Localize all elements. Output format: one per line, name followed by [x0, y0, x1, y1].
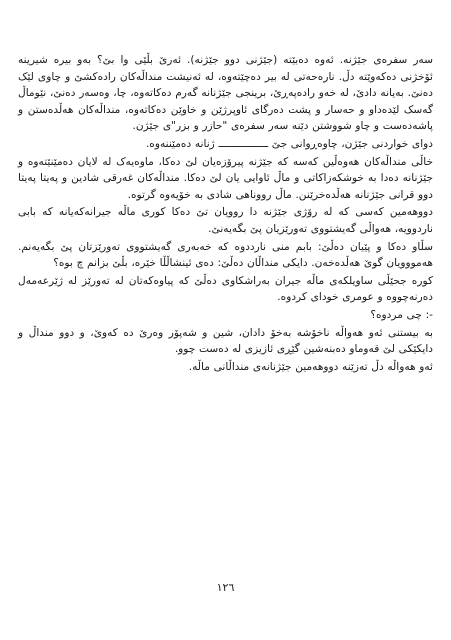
paragraph: کورە جحێڵی ساویلکەی ماڵە جیران بەراشکاوی دەڵێ کە پیاوەکەتان لە تەورێز لە ژێرعەمەل دەرنەچووە و عومری خودای کردوە. [18, 274, 433, 304]
paragraph: خاڵی منداڵەکان هەوەڵین کەسە کە جێژنە پیرۆزەیان لێ دەکا، ماوەیەک لە لایان دەمێنێتەوە و جێژنانە دەدا بە خوشکەزاکاتی و ماڵ ئاوایی یان لێ دەکا. منداڵەکان غەرقی شادین و پەیتا پەیتا دوو قرانی جێژنانە هەڵدەخرێنن. ماڵ رووناهی شادی بە خۆیەوە گرتوە. [18, 155, 433, 201]
page-number: ١٢٦ [216, 581, 235, 594]
paragraph: دوای خواردنی جێژن، چاوەڕوانی جێ ــــــــــــــــ ژنانە دەمێننەوە. [145, 137, 433, 150]
paragraph: سەر سفرەی جێژنە. ئەوە دەبێتە (جێژنی دوو جێژنە). ئەرێ بڵێی وا بێ؟ بەو بیرە شیرینە ئۆخژنی دەکەوێتە دڵ. نارەحەتی لە بیر دەچێتەوە، لە ئەنیشت منداڵەکان رادەکشێ و چاوی لێک دەنێ. بەیانە دادێ، لە خەو رادەپەڕێ، برینجی جێژنانە گەرم دەکاتەوە، چا، وەسەر دەنێ، نێوماڵ گەسک لێدەداو و حەسار و پشت دەرگای ئاوپرژێن و خاوێن دەکاتەوە، منداڵەکان هەڵدەستن و پاشەدەست و چاو شووشتن دێنە سەر سفرەی "حازر و بزر"ی جێژن. [18, 54, 433, 133]
page-body [18, 52, 433, 376]
paragraph: بە بیستنی ئەو هەواڵە ناخۆشە بەخۆ دادان، شین و شەپۆر وەرێ دە کەوێ، و دوو منداڵ و دایکێکی لێ قەوماو دەبنەشین گێڕی ئازیزی لە دەست چوو. [18, 326, 433, 356]
paragraph: ئەو هەواڵە دڵ تەزێنە دووهەمین جێژنانەی منداڵانی ماڵە. [188, 360, 433, 373]
paragraph: -: چی مردوە؟ [370, 308, 433, 321]
paragraph: دووهەمین کەسی کە لە رۆژی جێژنە دا روویان تێ دەکا کوری ماڵە جیرانەکەیانە کە بابی ناردوویە، هەواڵی گەیشتووی تەورێزیان پێ بگەیەنێ. [18, 206, 433, 235]
paragraph: سڵاو دەکا و پێیان دەڵێ: بابم منی نارددوە کە خەبەری گەیشتووی تەورێزتان پێ بگەیەنم. هەمووویان گوێ هەڵدەخەن. دایکی منداڵان دەڵێ: دەی ئینشاڵڵا خێرە، بڵێ بزانم چ بوە؟ [18, 240, 433, 270]
